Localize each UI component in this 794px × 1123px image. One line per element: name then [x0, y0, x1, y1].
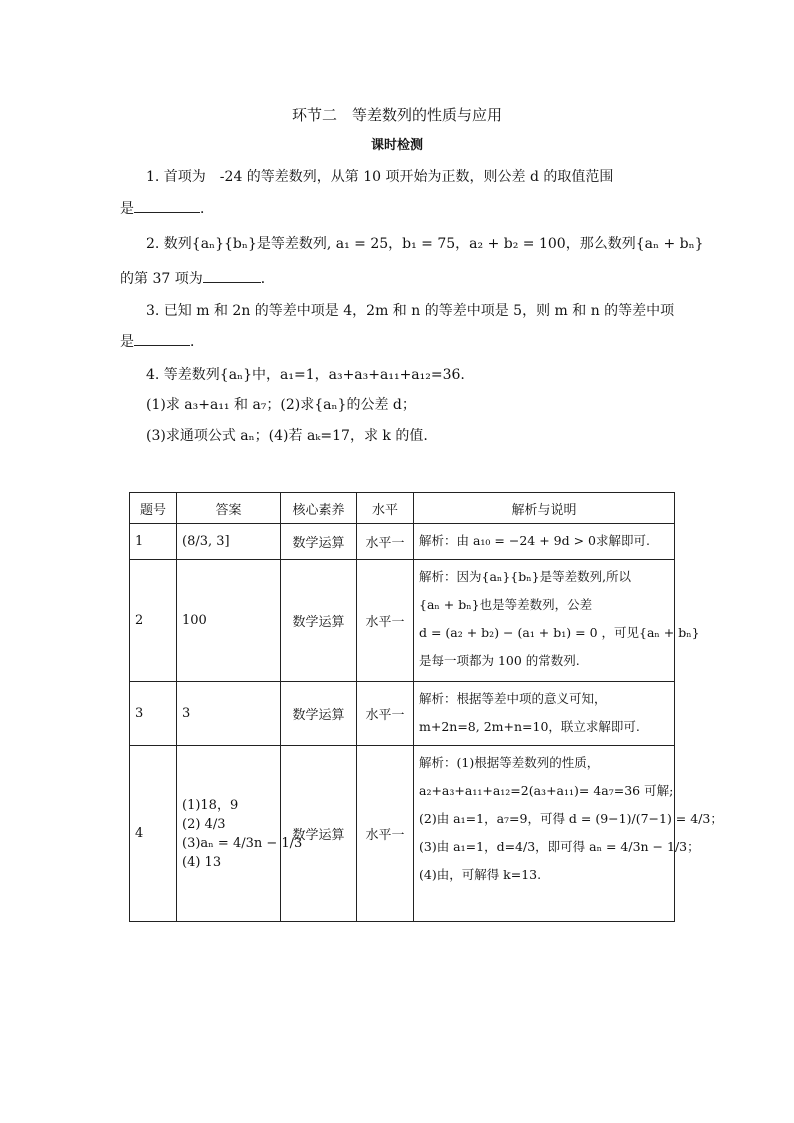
row-explanation — [414, 560, 700, 682]
answer-line: (1)18，9 — [182, 797, 239, 813]
table-row — [130, 560, 675, 682]
table-row — [130, 682, 675, 746]
row-explanation — [414, 746, 723, 922]
explanation-line: a₂+a₃+a₁₁+a₁₂=2(a₃+a₁₁)= 4a₇=36 可解; — [419, 783, 674, 798]
header-level: 水平 — [357, 493, 414, 524]
explanation-line: (2)由 a₁=1，a₇=9，可得 d = (9−1)/(7−1) = 4/3； — [419, 811, 723, 826]
explanation-line: {aₙ + bₙ}也是等差数列，公差 — [419, 597, 593, 612]
row-number: 3 — [130, 682, 177, 746]
answer-line: (4) 13 — [182, 854, 222, 870]
row-level: 水平一 — [357, 524, 414, 560]
row-level: 水平一 — [357, 682, 414, 746]
row-explanation — [414, 524, 675, 560]
section-subtitle: 课时检测 — [370, 138, 423, 153]
question-3-line-1: 3. 已知 m 和 2n 的等差中项是 4，2m 和 n 的等差中项是 5，则 m 和 n 的等差中项 — [146, 303, 675, 319]
header-answer: 答案 — [177, 493, 281, 524]
explanation-line: 解析：(1)根据等差数列的性质， — [419, 755, 600, 770]
row-explanation — [414, 682, 675, 746]
question-4-line-3: (3)求通项公式 aₙ；(4)若 aₖ=17，求 k 的值. — [146, 428, 428, 444]
row-literacy: 数学运算 — [281, 746, 357, 922]
section-title: 环节二 等差数列的性质与应用 — [291, 106, 502, 124]
question-3-line-2: 是 ． — [120, 331, 204, 351]
row-answer — [177, 746, 303, 922]
explanation-line: 解析：根据等差中项的意义可知， — [419, 691, 607, 706]
row-answer: 100 — [177, 560, 281, 682]
row-answer: 3 — [177, 682, 281, 746]
header-explanation: 解析与说明 — [414, 493, 675, 524]
table-header-row — [130, 493, 675, 524]
header-literacy: 核心素养 — [281, 493, 357, 524]
explanation-line: (4)由，可解得 k=13. — [419, 867, 542, 882]
explanation-line: d = (a₂ + b₂) − (a₁ + b₁) = 0 ，可见{aₙ + bₙ} — [419, 625, 700, 640]
row-number: 4 — [130, 746, 177, 922]
question-2-line-1: 2. 数列{aₙ}{bₙ}是等差数列, a₁ = 25，b₁ = 75，a₂ + b₂ = 100，那么数列{aₙ + bₙ} — [146, 236, 704, 252]
explanation-line: 是每一项都为 100 的常数列. — [419, 653, 580, 668]
question-1-line-1: 1. 首项为 -24 的等差数列，从第 10 项开始为正数，则公差 d 的取值范围 — [146, 169, 614, 185]
row-literacy: 数学运算 — [281, 560, 357, 682]
question-1-line-2: 是 ． — [120, 198, 214, 218]
answer-blank-1 — [134, 198, 200, 213]
explanation-line: 解析：因为{aₙ}{bₙ}是等差数列,所以 — [419, 569, 632, 584]
answer-blank-2 — [203, 268, 261, 283]
explanation-line: (3)由 a₁=1，d=4/3，即可得 aₙ = 4/3n − 1/3； — [419, 839, 700, 854]
explanation-line: m+2n=8, 2m+n=10，联立求解即可. — [419, 719, 640, 734]
row-number: 2 — [130, 560, 177, 682]
row-level: 水平一 — [357, 746, 414, 922]
answer-line: (3)aₙ = 4/3n − 1/3 — [182, 835, 303, 851]
question-4-line-1: 4. 等差数列{aₙ}中，a₁=1，a₃+a₃+a₁₁+a₁₂=36. — [146, 367, 465, 383]
table-row — [130, 524, 675, 560]
row-answer: (8/3, 3] — [177, 524, 281, 560]
row-literacy: 数学运算 — [281, 682, 357, 746]
explanation-line: 解析：由 a₁₀ = −24 + 9d > 0求解即可. — [419, 533, 650, 548]
answer-table — [129, 492, 723, 922]
question-2-line-2: 的第 37 项为 ． — [120, 268, 275, 288]
table-row — [130, 746, 675, 922]
row-number: 1 — [130, 524, 177, 560]
row-literacy: 数学运算 — [281, 524, 357, 560]
header-number: 题号 — [130, 493, 177, 524]
answer-line: (2) 4/3 — [182, 816, 226, 832]
answer-blank-3 — [134, 331, 190, 346]
question-4-line-2: (1)求 a₃+a₁₁ 和 a₇；(2)求{aₙ}的公差 d； — [146, 397, 416, 413]
row-level: 水平一 — [357, 560, 414, 682]
